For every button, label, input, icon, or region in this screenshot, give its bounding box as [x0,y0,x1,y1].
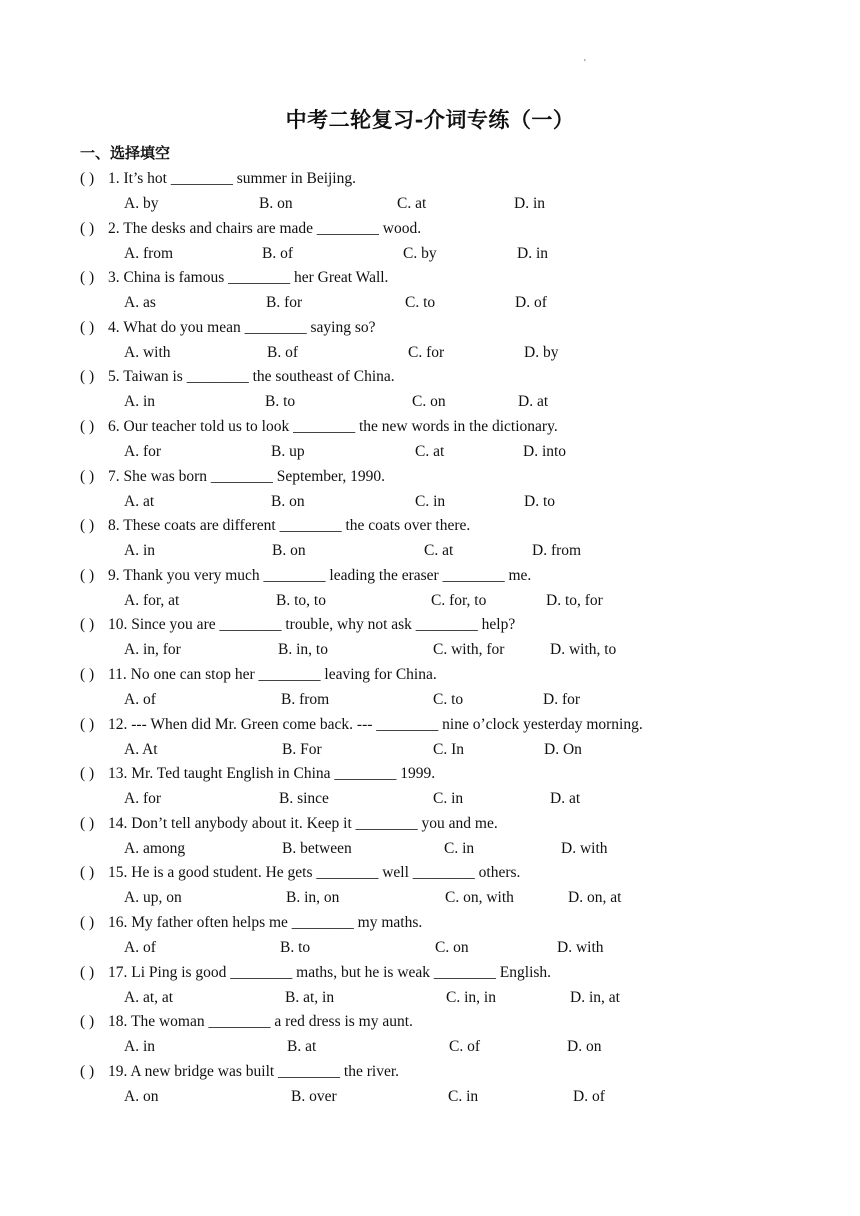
question-item [80,466,800,516]
option-a[interactable]: A. of [124,938,156,956]
option-c[interactable]: C. on [412,393,446,411]
question-text: 15. He is a good student. He gets ________ well ________ others. [108,864,521,882]
option-d[interactable]: D. of [515,294,547,312]
question-item [80,862,800,912]
option-a[interactable]: A. from [124,244,174,262]
option-row [80,391,800,413]
question-stem [80,515,470,537]
question-item [80,664,800,714]
option-row [80,1086,800,1108]
question-text: 19. A new bridge was built ________ the river. [108,1062,400,1080]
option-a[interactable]: A. At [124,740,158,758]
option-a[interactable]: A. on [124,1087,159,1105]
question-stem [80,267,388,289]
option-c[interactable]: C. In [433,740,464,758]
question-list [80,168,800,1110]
question-item [80,168,800,218]
question-text: 3. China is famous ________ her Great Wall. [108,269,389,287]
question-stem [80,714,643,736]
option-b[interactable]: B. over [291,1087,337,1105]
option-row [80,788,800,810]
question-stem [80,862,520,884]
option-b[interactable]: B. since [279,790,329,808]
question-stem [80,962,551,984]
option-c[interactable]: C. to [405,294,436,312]
option-c[interactable]: C. in [433,790,464,808]
option-d[interactable]: D. at [550,790,581,808]
option-d[interactable]: D. to, for [546,591,603,609]
answer-blank[interactable]: ( ) [80,913,95,931]
question-item [80,813,800,863]
option-c[interactable]: C. in [444,839,475,857]
option-row [80,342,800,364]
option-a[interactable]: A. with [124,343,171,361]
question-text: 7. She was born ________ September, 1990. [108,467,386,485]
option-row [80,838,800,860]
question-stem [80,912,422,934]
option-c[interactable]: C. for, to [431,591,487,609]
answer-blank[interactable]: ( ) [80,517,95,535]
answer-blank[interactable]: ( ) [80,1062,95,1080]
question-text: 17. Li Ping is good ________ maths, but he is weak ________ English. [108,963,552,981]
option-b[interactable]: B. up [271,442,305,460]
question-stem [80,317,375,339]
answer-blank[interactable]: ( ) [80,1013,95,1031]
option-d[interactable]: D. in [517,244,548,262]
option-d[interactable]: D. from [532,542,582,560]
question-item [80,614,800,664]
option-a[interactable]: A. up, on [124,889,182,907]
option-a[interactable]: A. by [124,195,159,212]
option-b[interactable]: B. For [282,740,322,758]
question-text: 1. It’s hot ________ summer in Beijing. [108,170,356,187]
question-stem [80,1011,413,1033]
question-text: 12. --- When did Mr. Green come back. --- ________ nine o’clock yesterday morning. [108,715,643,733]
option-b[interactable]: B. in, on [286,889,340,907]
option-d[interactable]: D. in, at [570,988,620,1006]
answer-blank[interactable]: ( ) [80,715,95,733]
option-d[interactable]: D. to [524,492,555,510]
question-stem [80,813,498,835]
option-a[interactable]: A. at, at [124,988,174,1006]
option-b[interactable]: B. on [259,195,293,212]
option-b[interactable]: B. to [280,938,311,956]
option-c[interactable]: C. to [433,690,464,708]
answer-blank[interactable]: ( ) [80,170,95,187]
option-row [80,739,800,761]
question-text: 9. Thank you very much ________ leading the eraser ________ me. [108,566,532,584]
option-row [80,1036,800,1058]
answer-blank[interactable]: ( ) [80,566,95,584]
option-row [80,243,800,265]
option-c[interactable]: C. in [448,1087,479,1105]
option-b[interactable]: B. at [287,1038,317,1056]
option-d[interactable]: D. with, to [550,641,617,659]
option-b[interactable]: B. to, to [276,591,326,609]
option-a[interactable]: A. for, at [124,591,180,609]
question-item [80,565,800,615]
option-a[interactable]: A. among [124,839,186,857]
answer-blank[interactable]: ( ) [80,864,95,882]
question-item [80,714,800,764]
option-c[interactable]: C. by [403,244,437,262]
option-d[interactable]: D. of [573,1087,605,1105]
question-item [80,1011,800,1061]
option-row [80,887,800,909]
question-item [80,267,800,317]
option-d[interactable]: D. by [524,343,559,361]
answer-blank[interactable]: ( ) [80,318,95,336]
question-stem [80,366,395,388]
question-stem [80,664,437,686]
section-title: 一、选择填空 [80,144,171,162]
option-row [80,193,800,215]
question-text: 10. Since you are ________ trouble, why not ask ________ help? [108,616,516,634]
option-row [80,491,800,513]
question-item [80,218,800,268]
option-b[interactable]: B. to [265,393,296,411]
option-d[interactable]: D. On [544,740,582,758]
question-stem [80,565,531,587]
option-row [80,987,800,1009]
question-stem [80,466,385,488]
option-a[interactable]: A. as [124,294,156,312]
question-stem [80,1061,399,1083]
answer-blank[interactable]: ( ) [80,616,95,634]
question-text: 8. These coats are different ________ the coats over there. [108,517,471,535]
option-row [80,937,800,959]
option-b[interactable]: B. at, in [285,988,335,1006]
question-text: 18. The woman ________ a red dress is my aunt. [108,1013,413,1031]
answer-blank[interactable]: ( ) [80,368,95,386]
option-a[interactable]: A. in [124,1038,155,1056]
option-c[interactable]: C. with, for [433,641,505,659]
option-d[interactable]: D. on, at [568,889,622,907]
option-d[interactable]: D. with [561,839,608,857]
option-row [80,441,800,463]
option-d[interactable]: D. at [518,393,549,411]
page-title: 中考二轮复习-介词专练（一） [285,107,575,132]
option-b[interactable]: B. between [282,839,352,857]
option-b[interactable]: B. from [281,690,330,708]
option-c[interactable]: C. at [415,442,445,460]
question-item [80,366,800,416]
question-item [80,416,800,466]
question-text: 13. Mr. Ted taught English in China ________ 1999. [108,765,436,783]
question-stem [80,218,421,240]
option-b[interactable]: B. for [266,294,303,312]
answer-blank[interactable]: ( ) [80,219,95,237]
option-d[interactable]: D. for [543,690,581,708]
question-text: 6. Our teacher told us to look ________ the new words in the dictionary. [108,417,558,435]
question-item [80,515,800,565]
question-item [80,317,800,367]
option-b[interactable]: B. of [262,244,293,262]
option-b[interactable]: B. on [272,542,306,560]
answer-blank[interactable]: ( ) [80,269,95,287]
answer-blank[interactable]: ( ) [80,467,95,485]
question-item [80,912,800,962]
option-d[interactable]: D. into [523,442,567,460]
option-a[interactable]: A. in [124,393,155,411]
option-c[interactable]: C. in, in [446,988,496,1006]
question-text: 14. Don’t tell anybody about it. Keep it ________ you and me. [108,814,498,832]
question-item [80,763,800,813]
option-d[interactable]: D. in [514,195,545,212]
question-stem [80,614,515,636]
question-item [80,962,800,1012]
answer-blank[interactable]: ( ) [80,814,95,832]
option-c[interactable]: C. on [435,938,469,956]
option-b[interactable]: B. in, to [278,641,328,659]
option-row [80,590,800,612]
option-c[interactable]: C. in [415,492,446,510]
option-row [80,639,800,661]
question-stem [80,416,558,438]
option-a[interactable]: A. for [124,442,162,460]
option-d[interactable]: D. on [567,1038,602,1056]
option-a[interactable]: A. at [124,492,155,510]
question-text: 16. My father often helps me ________ my maths. [108,913,423,931]
answer-blank[interactable]: ( ) [80,417,95,435]
option-c[interactable]: C. at [424,542,454,560]
option-c[interactable]: C. for [408,343,445,361]
answer-blank[interactable]: ( ) [80,963,95,981]
question-item [80,1061,800,1111]
option-row [80,540,800,562]
option-c[interactable]: C. of [449,1038,480,1056]
answer-blank[interactable]: ( ) [80,665,95,683]
option-a[interactable]: A. for [124,790,162,808]
answer-blank[interactable]: ( ) [80,765,95,783]
question-text: 11. No one can stop her ________ leaving for China. [108,665,437,683]
option-row [80,292,800,314]
question-text: 5. Taiwan is ________ the southeast of China. [108,368,395,386]
option-b[interactable]: B. on [271,492,305,510]
option-row [80,689,800,711]
option-a[interactable]: A. of [124,690,156,708]
option-b[interactable]: B. of [267,343,298,361]
option-d[interactable]: D. with [557,938,604,956]
question-stem [80,168,356,190]
option-c[interactable]: C. on, with [445,889,514,907]
question-text: 4. What do you mean ________ saying so? [108,318,376,336]
option-a[interactable]: A. in [124,542,155,560]
option-c[interactable]: C. at [397,195,427,212]
question-text: 2. The desks and chairs are made ________ wood. [108,219,422,237]
option-a[interactable]: A. in, for [124,641,181,659]
header-mark: ' [584,58,586,69]
question-stem [80,763,435,785]
